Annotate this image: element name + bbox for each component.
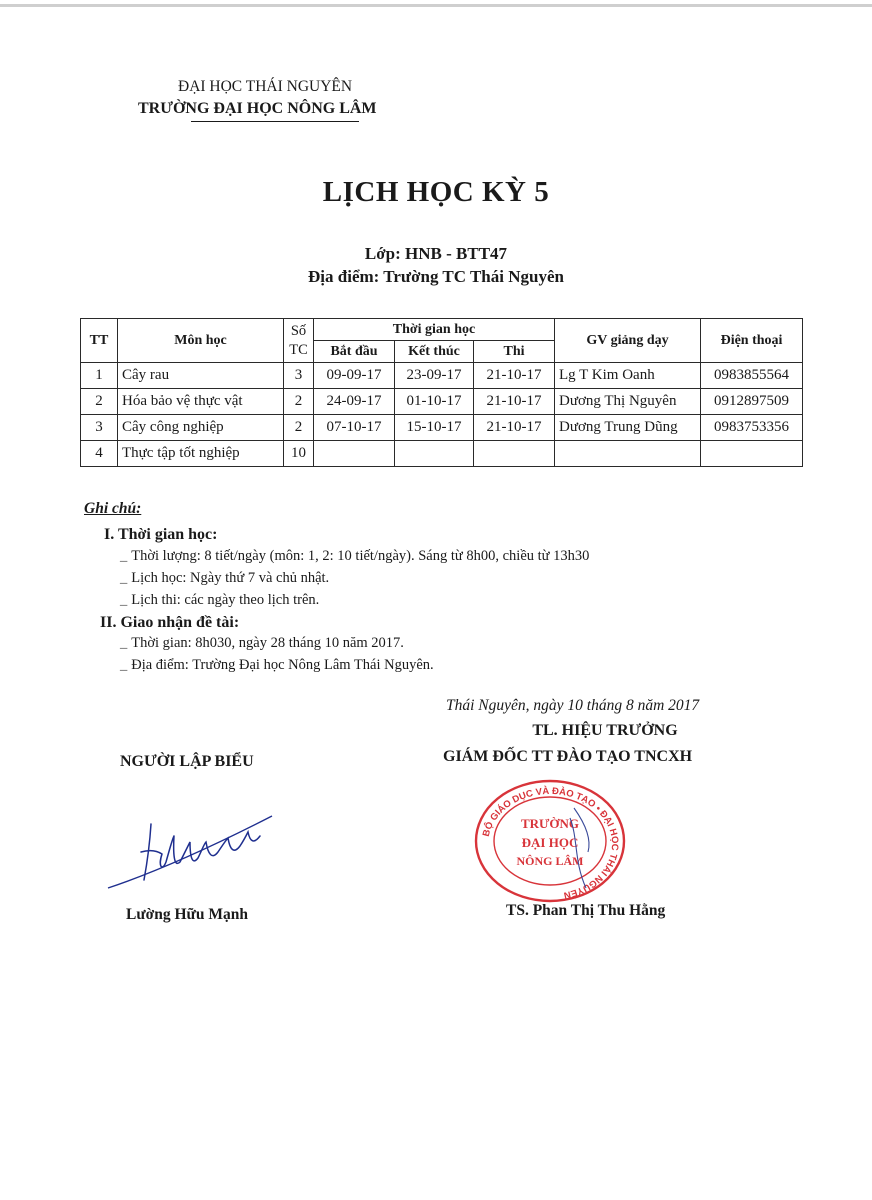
col-header-tt: TT bbox=[81, 319, 118, 363]
notes-item bbox=[120, 635, 404, 652]
bullet-dash: _ bbox=[120, 570, 128, 586]
right-signer-title1: TL. HIỆU TRƯỞNG bbox=[532, 722, 678, 739]
school-name: TRƯỜNG ĐẠI HỌC NÔNG LÂM bbox=[138, 100, 377, 117]
cell-subject: Cây rau bbox=[118, 363, 284, 389]
col-header-phone: Điện thoại bbox=[701, 319, 803, 363]
notes-section2-heading: II. Giao nhận đề tài: bbox=[100, 614, 240, 631]
stamp-outer-text: BỘ GIÁO DỤC VÀ ĐÀO TẠO • ĐẠI HỌC THÁI NGUYÊN bbox=[480, 785, 621, 901]
cell-phone bbox=[701, 441, 803, 467]
cell-phone: 0912897509 bbox=[701, 389, 803, 415]
scan-edge bbox=[0, 4, 872, 7]
notes-section1-heading: I. Thời gian học: bbox=[104, 526, 218, 543]
cell-end: 15-10-17 bbox=[395, 415, 474, 441]
university-name: ĐẠI HỌC THÁI NGUYÊN bbox=[178, 78, 353, 95]
bullet-dash: _ bbox=[120, 548, 128, 564]
header-underline bbox=[191, 121, 359, 122]
col-header-start: Bắt đầu bbox=[314, 341, 395, 363]
table-row bbox=[81, 415, 803, 441]
cell-tt: 3 bbox=[81, 415, 118, 441]
notes-item-text: Thời lượng: 8 tiết/ngày (môn: 1, 2: 10 tiết/ngày). Sáng từ 8h00, chiều từ 13h30 bbox=[131, 548, 590, 564]
cell-end: 01-10-17 bbox=[395, 389, 474, 415]
bullet-dash: _ bbox=[120, 635, 128, 651]
table-row bbox=[81, 363, 803, 389]
handwritten-signature bbox=[104, 810, 276, 896]
cell-credits: 2 bbox=[284, 389, 314, 415]
schedule-table bbox=[80, 318, 803, 467]
table-header-row bbox=[81, 319, 803, 341]
cell-exam: 21-10-17 bbox=[474, 389, 555, 415]
table-row bbox=[81, 389, 803, 415]
left-signer-name: Lường Hữu Mạnh bbox=[126, 906, 248, 923]
cell-subject: Hóa bảo vệ thực vật bbox=[118, 389, 284, 415]
cell-phone: 0983855564 bbox=[701, 363, 803, 389]
notes-item-text: Thời gian: 8h030, ngày 28 tháng 10 năm 2017. bbox=[131, 635, 404, 651]
notes-item bbox=[120, 592, 319, 609]
cell-exam: 21-10-17 bbox=[474, 415, 555, 441]
cell-credits: 10 bbox=[284, 441, 314, 467]
cell-teacher bbox=[555, 441, 701, 467]
bullet-dash: _ bbox=[120, 657, 128, 673]
cell-start bbox=[314, 441, 395, 467]
notes-item bbox=[120, 570, 329, 587]
cell-exam bbox=[474, 441, 555, 467]
cell-end bbox=[395, 441, 474, 467]
cell-subject: Cây công nghiệp bbox=[118, 415, 284, 441]
cell-credits: 2 bbox=[284, 415, 314, 441]
stamp-line1: TRƯỜNG bbox=[520, 816, 580, 831]
bullet-dash: _ bbox=[120, 592, 128, 608]
col-header-end: Kết thúc bbox=[395, 341, 474, 363]
cell-tt: 4 bbox=[81, 441, 118, 467]
cell-teacher: Dương Trung Dũng bbox=[555, 415, 701, 441]
notes-item-text: Địa điểm: Trường Đại học Nông Lâm Thái Nguyên. bbox=[131, 657, 434, 673]
cell-tt: 1 bbox=[81, 363, 118, 389]
table-row bbox=[81, 441, 803, 467]
cell-start: 07-10-17 bbox=[314, 415, 395, 441]
cell-exam: 21-10-17 bbox=[474, 363, 555, 389]
cell-end: 23-09-17 bbox=[395, 363, 474, 389]
cell-tt: 2 bbox=[81, 389, 118, 415]
notes-title: Ghi chú: bbox=[84, 500, 142, 517]
notes-item-text: Lịch học: Ngày thứ 7 và chủ nhật. bbox=[131, 570, 330, 586]
class-line: Lớp: HNB - BTT47 bbox=[364, 244, 508, 263]
notes-item bbox=[120, 657, 434, 674]
stamp-line3: NÔNG LÂM bbox=[516, 854, 584, 868]
cell-credits: 3 bbox=[284, 363, 314, 389]
official-stamp bbox=[474, 778, 626, 904]
cell-start: 24-09-17 bbox=[314, 389, 395, 415]
left-signer-title: NGƯỜI LẬP BIỂU bbox=[120, 753, 254, 770]
cell-teacher: Dương Thị Nguyên bbox=[555, 389, 701, 415]
notes-item-text: Lịch thi: các ngày theo lịch trên. bbox=[131, 592, 320, 608]
page-title: LỊCH HỌC KỲ 5 bbox=[322, 176, 550, 208]
cell-teacher: Lg T Kim Oanh bbox=[555, 363, 701, 389]
cell-start: 09-09-17 bbox=[314, 363, 395, 389]
notes-item bbox=[120, 548, 589, 565]
col-header-time-group: Thời gian học bbox=[314, 319, 555, 341]
sign-date: Thái Nguyên, ngày 10 tháng 8 năm 2017 bbox=[446, 697, 700, 714]
cell-subject: Thực tập tốt nghiệp bbox=[118, 441, 284, 467]
col-header-subject: Môn học bbox=[118, 319, 284, 363]
location-line: Địa điểm: Trường TC Thái Nguyên bbox=[308, 267, 564, 286]
stamp-line2: ĐẠI HỌC bbox=[521, 835, 579, 850]
cell-phone: 0983753356 bbox=[701, 415, 803, 441]
right-signer-name: TS. Phan Thị Thu Hằng bbox=[506, 902, 666, 919]
col-header-teacher: GV giảng dạy bbox=[555, 319, 701, 363]
right-signer-title2: GIÁM ĐỐC TT ĐÀO TẠO TNCXH bbox=[443, 748, 693, 765]
col-header-exam: Thi bbox=[474, 341, 555, 363]
col-header-credits: Số TC bbox=[284, 319, 314, 363]
